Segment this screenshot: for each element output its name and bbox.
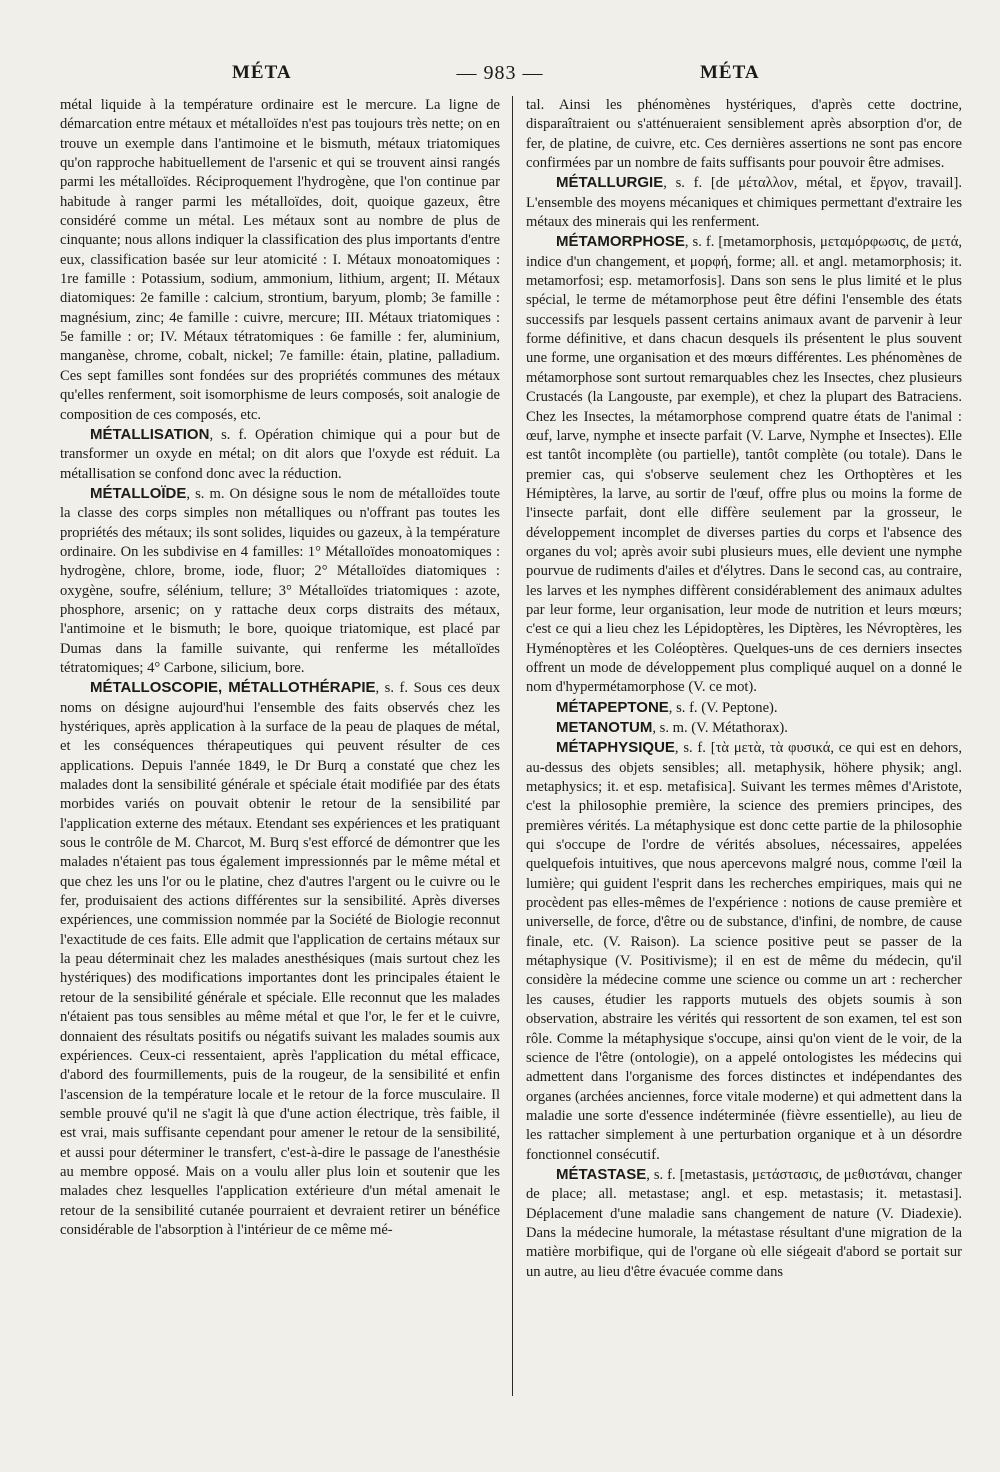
headword: METANOTUM — [556, 719, 653, 736]
entry-metalloscopie: MÉTALLOSCOPIE, MÉTALLOTHÉRAPIE, s. f. Sous ces deux noms on désigne aujourd'hui l'ensemble des faits observés chez les hystériques, après application à la surface de la peau de plaques de métal, et les conséquences thérapeutiques qui peuvent résulter de ces applications. Depuis l'année 1849, le Dr Burq a constaté que chez les malades dont la sensibilité générale et spéciale était modifiée par des états morbides variés on pouvait obtenir le retour de la sensibilité par l'application externe des métaux. Etendant ses expériences et les pratiquant sous le contrôle de M. Charcot, M. Burq s'est efforcé de démontrer que les malades n'étaient pas tous également impressionnés par le même métal et que chez les uns l'or ou le platine, chez d'autres l'argent ou le cuivre ou le fer, produisaient des actions différentes sur la sensibilité. Après diverses expériences, une commission nommée par la Société de Biologie reconnut l'exactitude de ces faits. Elle admit que l'application de certains métaux sur la peau déterminait chez les malades anesthésiques (mais surtout chez les hystériques) des modifications importantes dont les principales étaient le retour de la sensibilité générale et spéciale. Elle reconnut que les malades n'étaient pas tous sensibles au même métal et que l'or, le fer et le cuivre, donnaient des résultats positifs ou négatifs suivant les malades soumis aux expériences. Ceux-ci ressentaient, après l'application du métal efficace, d'abord des fourmillements, puis de la rougeur, de la sensibilité et enfin l'ascension de la température locale et le retour de la force musculaire. Il semble prouvé qu'il ne s'agit là que d'une action électrique, très faible, il est vrai, mais suffisante cependant pour amener le retour de la sensibilité, et aussi pour déterminer le transfert, c'est-à-dire le passage de l'anesthésie au membre opposé. Mais on a voulu aller plus loin et soutenir que les malades chez lesquelles l'application extérieure d'un métal amenait le retour de la sensibilité cutanée pourraient et devraient retirer un bénéfice considérable de l'absorption à l'intérieur de ce même mé- — [60, 679, 501, 1238]
page-number: — 983 — — [456, 62, 544, 84]
running-head-right: MÉTA — [700, 62, 760, 83]
entry-metanotum: METANOTUM, s. m. (V. Métathorax). — [556, 719, 788, 736]
headword: MÉTAPEPTONE — [556, 698, 669, 716]
headword: MÉTALLOÏDE — [90, 484, 187, 502]
entry-metaphysique: MÉTAPHYSIQUE, s. f. [τὰ μετὰ, τὰ φυσικά, ce qui est en dehors, au-dessus des objets sensibles; all. metaphysik, höhere physik; angl. metaphysics; it. et esp. metafisica]. Suivant les termes mêmes d'Aristote, c'est la philosophie première, la science des premiers principes, des premières vérités. La métaphysique est donc cette partie de la philosophie qui s'occupe de l'ordre de vérités absolues, nécessaires, appelées quelquefois intuitives, que nous apercevons malgré nous, comme l'œil la lumière; qui guident l'esprit dans les recherches empiriques, mais qui ne procèdent pas elles-mêmes de l'expérience : notions de cause première et universelle, de force, d'être ou de substance, d'infini, de nombre, de cause finale, etc. (V. Raison). La science positive peut se passer de la métaphysique (V. Positivisme); il en est de même du médecin, qu'il considère la médecine comme une science ou comme un art : rechercher les causes, étudier les rapports mutuels des objets soumis à son observation, abstraire les vérités qui ressortent de son examen, tel est son rôle. Comme la métaphysique s'occupe, ainsi qu'on vient de le voir, de la science de l'être (ontologie), on a appelé ontologistes les médecins qui admettent dans l'organisme des forces distinctes et indépendantes des organes (archées anciennes, force vitale moderne) et qui admettent dans la maladie une sorte d'essence indéterminée (fièvre essentielle), au lieu de les rattacher simplement à une perturbation organique et à un désordre fonctionnel consécutif. — [526, 739, 962, 1163]
continued-text: tal. Ainsi les phénomènes hystériques, d'après cette doctrine, disparaîtraient ou s'atténueraient sensiblement après absorption d'or, de fer, de platine, de cuivre, etc. Ces dernières assertions ne sont pas encore confirmées par un nombre de faits suffisants pour pouvoir être admises. — [526, 97, 962, 172]
right-column — [526, 96, 962, 1472]
column-divider — [512, 96, 513, 1396]
headword: MÉTALLURGIE — [556, 174, 664, 192]
headword: MÉTALLOSCOPIE, MÉTALLOTHÉRAPIE — [90, 679, 376, 697]
running-head-left: MÉTA — [232, 62, 292, 83]
continued-text: métal liquide à la température ordinaire est le mercure. La ligne de démarcation entre métaux et métalloïdes n'est pas toujours très nette; on en trouve un exemple dans l'antimoine et le bismuth, métaux triatomiques qu'on rapproche habituellement de l'arsenic et qui se trouvent ainsi rangés parmi les métalloïdes. Réciproquement l'hydrogène, que l'on continue par habitude à ranger parmi les métalloïdes, doit, quoique gazeux, être considéré comme un métal. Les métaux sont au nombre de plus de cinquante; nous allons indiquer la classification des plus importants d'entre eux, classification basée sur leur atomicité : I. Métaux monoatomiques : 1re famille : Potassium, sodium, ammonium, lithium, argent; II. Métaux diatomiques: 2e famille : calcium, strontium, baryum, plomb; 3e famille : magnésium, zinc; 4e famille : cuivre, mercure; III. Métaux triatomiques : 5e famille : or; IV. Métaux tétratomiques : 6e famille : fer, aluminium, manganèse, chrome, cobalt, nickel; 7e famille: étain, platine, palladium. Ces sept familles sont fondées sur des propriétés communes des métaux qu'elles renferment, soit isomorphisme de leurs composés, soit analogie de composition de ces composés, etc. — [60, 97, 500, 423]
entry-metapeptone: MÉTAPEPTONE, s. f. (V. Peptone). — [556, 698, 778, 716]
headword: MÉTASTASE — [556, 1165, 647, 1183]
entry-metallurgie: MÉTALLURGIE, s. f. [de μέταλλον, métal, et ἔργον, travail]. L'ensemble des moyens mécaniques et chimiques permettant d'extraire les métaux des minerais qui les renferment. — [526, 174, 962, 231]
entry-metallisation: MÉTALLISATION, s. f. Opération chimique qui a pour but de transformer un oxyde en métal; on dit alors que l'oxyde est réduit. La métallisation se confond donc avec la réduction. — [60, 425, 500, 482]
headword: MÉTAMORPHOSE — [556, 233, 685, 251]
entry-metamorphose: MÉTAMORPHOSE, s. f. [metamorphosis, μεταμόρφωσις, de μετά, indice d'un changement, et μορφή, forme; all. et angl. metamorphosis; it. metamorfosi; esp. metamorfosis]. Dans son sens le plus limité et le plus spécial, le terme de métamorphose peut être défini l'ensemble des états successifs par lesquels passent certains animaux avant de parvenir à leur forme définitive, et dans chacun desquels ils présentent le plus souvent une forme, une organisation et des mœurs différentes. Les phénomènes de métamorphose sont surtout remarquables chez les Insectes, chez plusieurs Crustacés (la Langouste, par exemple), et chez la plupart des Batraciens. Chez les Insectes, la métamorphose comprend quatre états de l'animal : œuf, larve, nymphe et insecte parfait (V. Larve, Nymphe et Insectes). Elle est tantôt incomplète (ou partielle), tantôt complète (ou totale). Dans le premier cas, qui s'observe seulement chez les Orthoptères et les Hémiptères, la larve, au sortir de l'œuf, offre plus ou moins la forme de l'insecte parfait, dont elle diffère seulement par la grosseur, le développement incomplet de diverses parties du corps et l'absence des organes du vol; après avoir subi plusieurs mues, elle devient une nymphe pourvue de rudiments d'ailes et d'élytres. Dans le second cas, au contraire, les larves et les nymphes diffèrent considérablement des animaux adultes par leur forme, leur organisation, leur mode de nutrition et leurs mœurs; c'est ce qui a lieu chez les Lépidoptères, les Diptères, les Névroptères, les Hyménoptères et les Coléoptères. Quelques-uns de ces derniers insectes offrent un mode de développement plus compliqué auquel on a donné le nom d'hypermétamorphose (V. ce mot). — [526, 233, 962, 696]
headword: MÉTAPHYSIQUE — [556, 739, 675, 757]
entry-metastase: MÉTASTASE, s. f. [metastasis, μετάστασις, de μεθιστάναι, changer de place; all. metastase; angl. et esp. metastasis; it. metastasi]. Déplacement d'une maladie sans changement de nature (V. Diadexie). Dans la médecine humorale, la métastase résultant d'une migration de la matière morbifique, qui de l'organe où elle siégeait d'abord se portait sur un autre, au lieu d'être évacuée comme dans — [526, 1165, 962, 1280]
headword: MÉTALLISATION — [90, 425, 210, 443]
left-column — [60, 96, 500, 1472]
entry-metalloide: MÉTALLOÏDE, s. m. On désigne sous le nom de métalloïdes toute la classe des corps simples non métalliques ou n'offrant pas toutes les propriétés des métaux; ils sont solides, liquides ou gazeux, à la température ordinaire. On les subdivise en 4 familles: 1° Métalloïdes monoatomiques : hydrogène, chlore, brome, iode, fluor; 2° Métalloïdes diatomiques : oxygène, soufre, sélénium, tellure; 3° Métalloïdes triatomiques : azote, phosphore, arsenic; on y rattache deux corps distraits des métaux, l'antimoine et le bismuth; le bore, quoique triatomique, est placé par Dumas dans la famille suivante, qui renferme les métalloïdes tétratomiques; 4° Carbone, silicium, bore. — [60, 484, 500, 676]
